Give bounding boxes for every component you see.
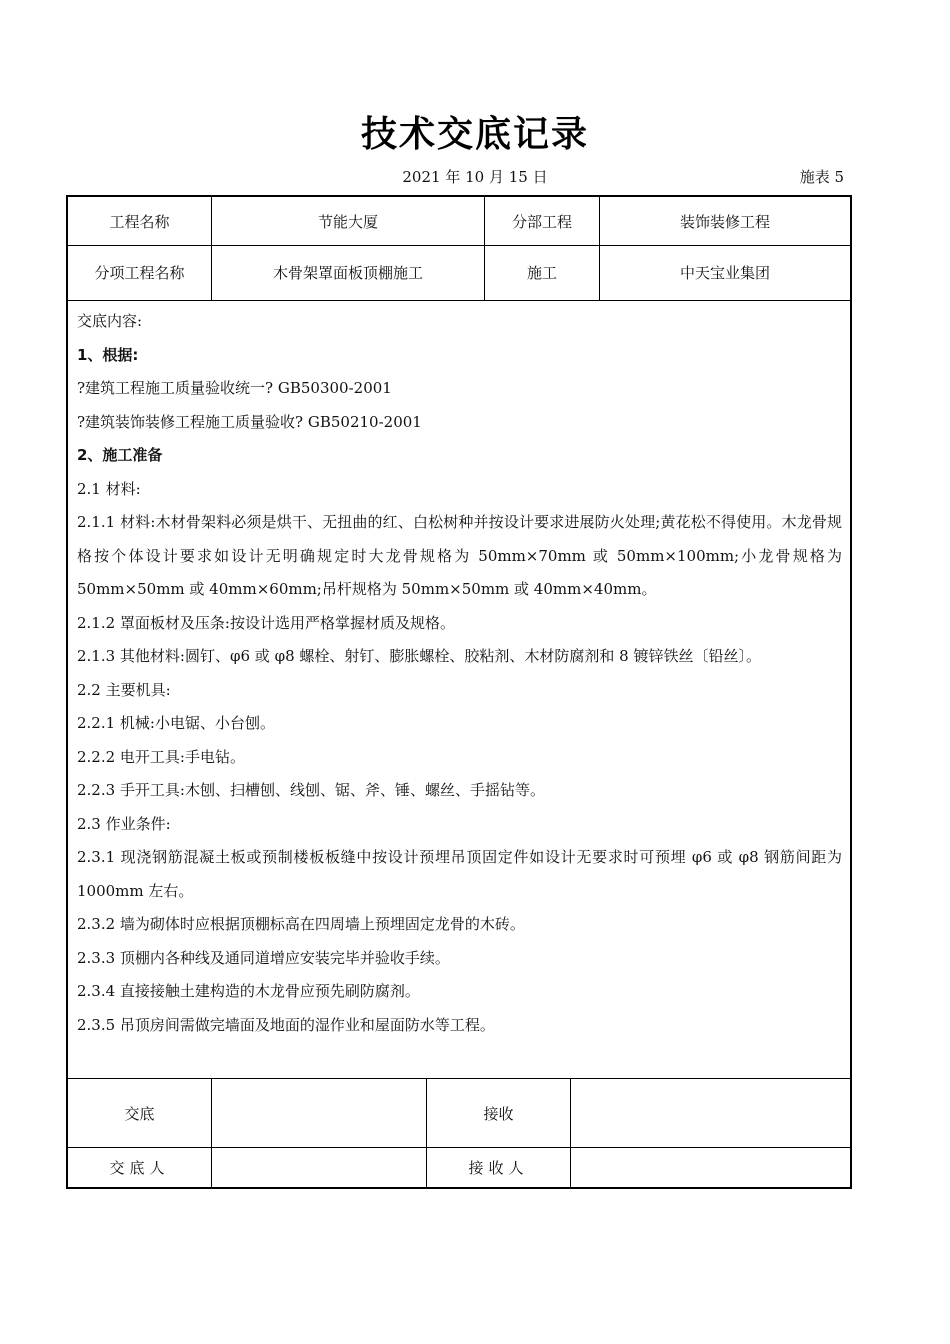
content-line: 1、根据:: [77, 345, 139, 364]
content-line: 2.1 材料:: [77, 479, 141, 498]
content-line: ?建筑装饰装修工程施工质量验收? GB50210-2001: [77, 412, 422, 431]
handover-content: [68, 300, 850, 1079]
receive-signature-field: [571, 1079, 850, 1147]
document-date: 2021 年 10 月 15 日: [402, 168, 548, 186]
content-line: 2.3.3 顶棚内各种线及通同道增应安装完毕并验收手续。: [77, 948, 450, 967]
content-line: 2.3.1 现浇钢筋混凝土板或预制楼板板缝中按设计预埋吊顶固定件如设计无要求时可预埋 φ6 或 φ8 钢筋间距为 1000mm 左右。: [77, 848, 842, 900]
content-line: 2.3 作业条件:: [77, 814, 171, 833]
project-name-value: 节能大厦: [212, 197, 485, 245]
subitem-label: 分项工程名称: [68, 245, 212, 300]
handover-person-field: [212, 1147, 427, 1187]
receive-label: 接收: [427, 1079, 571, 1147]
construction-value: 中天宝业集团: [679, 264, 770, 282]
construction-label: 施工: [485, 245, 600, 300]
document-title: 技术交底记录: [360, 114, 589, 155]
content-line: 2.2.3 手开工具:木刨、扫槽刨、线刨、锯、斧、锤、螺丝、手摇钻等。: [77, 781, 545, 799]
content-line: 2.2 主要机具:: [77, 680, 171, 699]
content-line: 2.3.2 墙为砌体时应根据顶棚标高在四周墙上预埋固定龙骨的木砖。: [77, 915, 525, 933]
footer-row-2: [68, 1147, 850, 1187]
handover-person-label: 交底人: [68, 1147, 212, 1187]
content-line: 2.1.3 其他材料:圆钉、φ6 或 φ8 螺栓、射钉、膨胀螺栓、胶粘剂、木材防腐剂和 8 镀锌铁丝〔铅丝〕。: [77, 647, 761, 665]
content-line: 交底内容:: [77, 312, 143, 330]
division-value: 装饰装修工程: [679, 212, 770, 231]
content-line: ?建筑工程施工质量验收统一? GB50300-2001: [77, 379, 392, 397]
record-sheet: [66, 195, 852, 1189]
footer-row-1: [68, 1079, 850, 1148]
content-line: 2.2.1 机械:小电锯、小台刨。: [77, 714, 275, 732]
division-label: 分部工程: [485, 197, 600, 245]
header-row-1: [68, 197, 850, 246]
handover-signature-field: [212, 1079, 427, 1147]
project-name-label: 工程名称: [68, 197, 212, 245]
receiver-label: 接收人: [427, 1147, 571, 1187]
content-line: 2.3.5 吊顶房间需做完墙面及地面的湿作业和屋面防水等工程。: [77, 1015, 495, 1034]
content-line: 2.1.1 材料:木材骨架料必须是烘干、无扭曲的红、白松树种并按设计要求进展防火处理;黄花松不得使用。木龙骨规格按个体设计要求如设计无明确规定时大龙骨规格为 50mm×70mm 或 50mm×100mm;小龙骨规格为 50mm×50mm 或 40mm×60mm;吊杆规格为 50mm×50mm 或 40mm×40mm。: [77, 513, 842, 598]
header-row-2: [68, 245, 850, 301]
content-line: 2、施工准备: [77, 446, 163, 464]
content-line: 2.3.4 直接接触土建构造的木龙骨应预先刷防腐剂。: [77, 982, 420, 1000]
content-line: 2.1.2 罩面板材及压条:按设计选用严格掌握材质及规格。: [77, 613, 455, 632]
form-number: 施表 5: [799, 168, 844, 186]
content-line: 2.2.2 电开工具:手电钻。: [77, 747, 245, 766]
handover-label: 交底: [68, 1079, 212, 1147]
receiver-field: [571, 1147, 850, 1187]
subitem-value: 木骨架罩面板顶棚施工: [212, 245, 485, 300]
